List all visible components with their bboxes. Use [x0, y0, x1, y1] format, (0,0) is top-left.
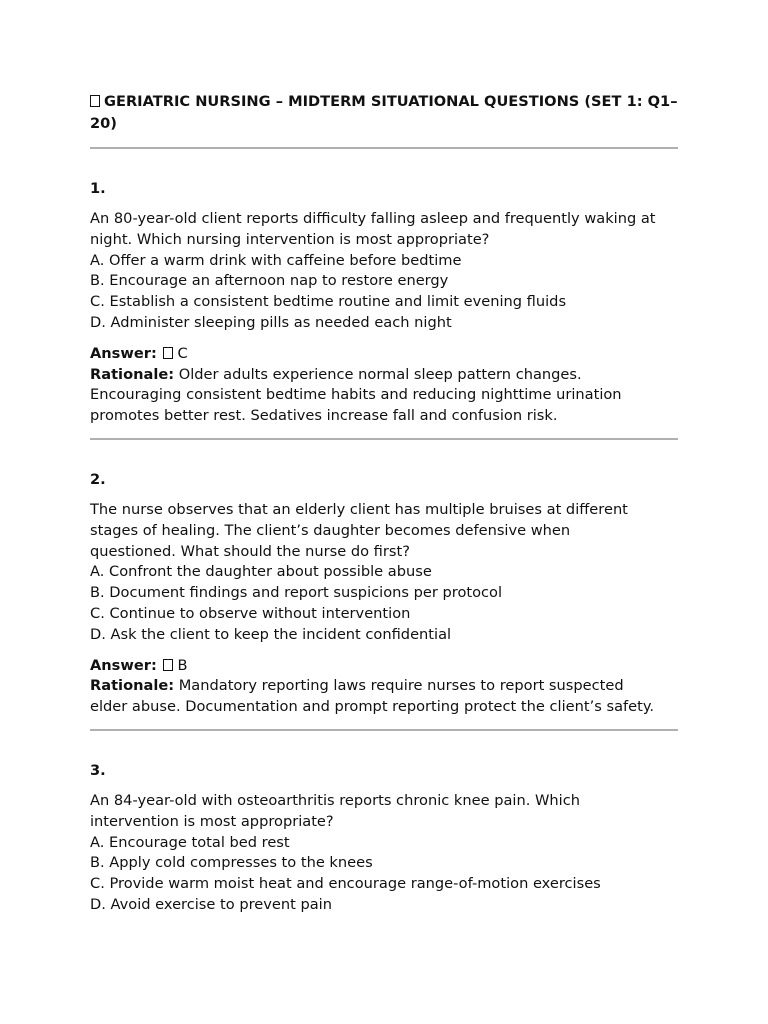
question-body	[90, 791, 678, 916]
rationale-line	[90, 365, 678, 386]
question-number: 3.	[90, 761, 106, 779]
rationale-line	[90, 676, 678, 697]
answer-option-d: D. Avoid exercise to prevent pain	[90, 895, 332, 913]
answer-option-a: A. Encourage total bed rest	[90, 833, 290, 851]
rationale-text: Mandatory reporting laws require nurses to report suspected	[174, 677, 624, 695]
question-stem-line: night. Which nursing intervention is most appropriate?	[90, 230, 490, 248]
answer-line	[90, 656, 678, 677]
question-stem-line: The nurse observes that an elderly client has multiple bruises at different	[90, 500, 628, 518]
rationale-label: Rationale:	[90, 677, 175, 695]
answer-option-a: A. Offer a warm drink with caffeine before bedtime	[90, 251, 462, 269]
question-1	[90, 179, 678, 440]
question-stem-line: questioned. What should the nurse do first?	[90, 542, 410, 560]
document-title-text: GERIATRIC NURSING – MIDTERM SITUATIONAL QUESTIONS (SET 1: Q1–20)	[90, 93, 678, 132]
rationale-label: Rationale:	[90, 365, 175, 383]
answer-option-b: B. Apply cold compresses to the knees	[90, 854, 373, 872]
rationale-line: elder abuse. Documentation and prompt reporting protect the client’s safety.	[90, 698, 655, 716]
document-title	[90, 91, 678, 135]
answer-option-b: B. Encourage an afternoon nap to restore energy	[90, 272, 449, 290]
answer-line	[90, 344, 678, 365]
answer-option-b: B. Document findings and report suspicions per protocol	[90, 584, 503, 602]
rationale-line: Encouraging consistent bedtime habits and reducing nighttime urination	[90, 386, 622, 404]
answer-option-c: C. Provide warm moist heat and encourage range-of-motion exercises	[90, 875, 601, 893]
question-stem-line: An 80-year-old client reports difficulty falling asleep and frequently waking at	[90, 210, 656, 227]
question-body	[90, 500, 678, 646]
answer-option-d: D. Ask the client to keep the incident confidential	[90, 625, 452, 643]
checkmark-icon	[163, 347, 173, 359]
question-stem-line: stages of healing. The client’s daughter becomes defensive when	[90, 521, 571, 539]
question-number: 1.	[90, 180, 106, 197]
answer-value: B	[177, 656, 188, 674]
answer-option-c: C. Continue to observe without intervention	[90, 604, 411, 622]
question-divider	[90, 729, 678, 731]
rationale-line: promotes better rest. Sedatives increase fall and confusion risk.	[90, 407, 558, 425]
question-divider	[90, 438, 678, 440]
answer-label: Answer:	[90, 344, 157, 362]
question-stem-line: An 84-year-old with osteoarthritis reports chronic knee pain. Which	[90, 791, 581, 809]
box-glyph-icon	[90, 95, 100, 107]
question-3	[90, 761, 678, 916]
answer-value: C	[177, 344, 188, 362]
answer-option-d: D. Administer sleeping pills as needed each night	[90, 313, 452, 331]
answer-block	[90, 656, 678, 718]
title-divider	[90, 147, 678, 149]
answer-option-c: C. Establish a consistent bedtime routine and limit evening fluids	[90, 293, 567, 311]
question-body	[90, 209, 678, 334]
question-number: 2.	[90, 470, 106, 488]
question-stem-line: intervention is most appropriate?	[90, 812, 334, 830]
answer-label: Answer:	[90, 656, 157, 674]
rationale-text: Older adults experience normal sleep pattern changes.	[174, 365, 582, 383]
question-2	[90, 470, 678, 731]
answer-option-a: A. Confront the daughter about possible abuse	[90, 563, 432, 581]
checkmark-icon	[163, 659, 173, 671]
answer-block	[90, 344, 678, 427]
